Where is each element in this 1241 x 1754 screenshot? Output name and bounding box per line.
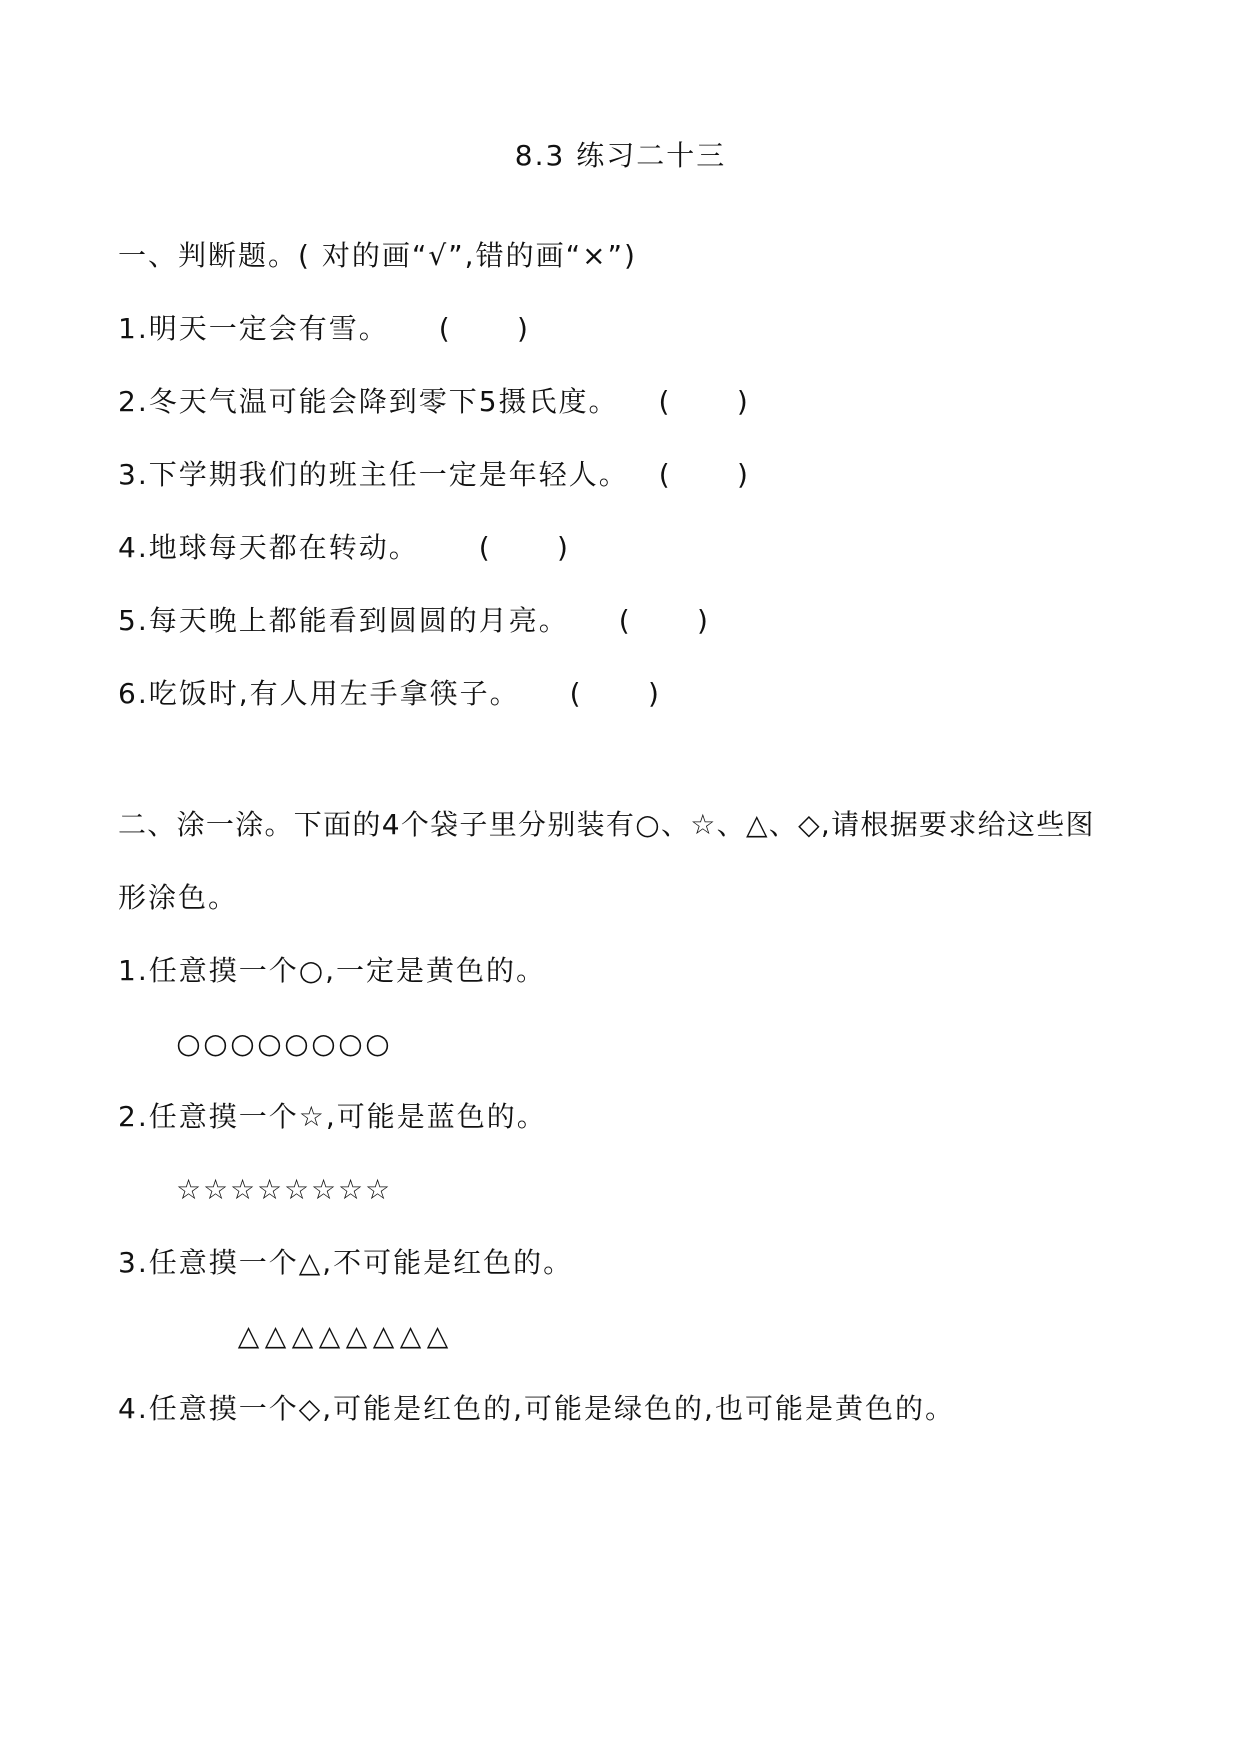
triangle-shape[interactable]: △ [318, 1319, 341, 1352]
triangle-shape[interactable]: △ [237, 1319, 260, 1352]
coloring-item-2: 2.任意摸一个☆,可能是蓝色的。 [118, 1100, 547, 1133]
answer-blank[interactable]: ( ) [569, 677, 661, 710]
answer-blank[interactable]: ( ) [658, 385, 750, 418]
triangle-row [235, 1318, 451, 1354]
circle-shape[interactable]: ○ [230, 1027, 255, 1060]
star-shape[interactable]: ☆ [310, 1173, 337, 1206]
star-shape[interactable]: ☆ [256, 1173, 283, 1206]
star-shape[interactable]: ☆ [337, 1173, 364, 1206]
star-shape[interactable]: ☆ [202, 1173, 229, 1206]
answer-blank[interactable]: ( ) [658, 458, 750, 491]
judgment-item-text: 6.吃饭时,有人用左手拿筷子。 [118, 677, 520, 710]
star-shape[interactable]: ☆ [283, 1173, 310, 1206]
section1-heading: 一、判断题。( 对的画“√”,错的画“×”) [118, 239, 637, 272]
judgment-item-text: 2.冬天气温可能会降到零下5摄氏度。 [118, 385, 619, 418]
circle-shape[interactable]: ○ [365, 1027, 390, 1060]
triangle-shape[interactable]: △ [399, 1319, 422, 1352]
coloring-item-1: 1.任意摸一个○,一定是黄色的。 [118, 954, 547, 987]
answer-blank[interactable]: ( ) [618, 604, 710, 637]
circle-row [175, 1026, 391, 1062]
page-title: 8.3 练习二十三 [514, 139, 727, 172]
judgment-item-4 [118, 530, 570, 566]
judgment-item-2 [118, 384, 750, 420]
section2-heading-line2: 形涂色。 [118, 881, 239, 914]
triangle-shape[interactable]: △ [372, 1319, 395, 1352]
circle-shape[interactable]: ○ [203, 1027, 228, 1060]
judgment-item-text: 5.每天晚上都能看到圆圆的月亮。 [118, 604, 569, 637]
judgment-item-text: 4.地球每天都在转动。 [118, 531, 419, 564]
star-row [175, 1172, 391, 1208]
circle-shape[interactable]: ○ [176, 1027, 201, 1060]
judgment-item-1 [118, 311, 530, 347]
star-shape[interactable]: ☆ [229, 1173, 256, 1206]
star-shape[interactable]: ☆ [175, 1173, 202, 1206]
triangle-shape[interactable]: △ [264, 1319, 287, 1352]
judgment-item-text: 3.下学期我们的班主任一定是年轻人。 [118, 458, 629, 491]
circle-shape[interactable]: ○ [284, 1027, 309, 1060]
circle-shape[interactable]: ○ [257, 1027, 282, 1060]
coloring-item-3: 3.任意摸一个△,不可能是红色的。 [118, 1246, 574, 1279]
coloring-item-4: 4.任意摸一个◇,可能是红色的,可能是绿色的,也可能是黄色的。 [118, 1392, 955, 1425]
circle-shape[interactable]: ○ [338, 1027, 363, 1060]
answer-blank[interactable]: ( ) [438, 312, 530, 345]
triangle-shape[interactable]: △ [426, 1319, 449, 1352]
judgment-item-6 [118, 676, 661, 712]
judgment-item-5 [118, 603, 710, 639]
judgment-item-3 [118, 457, 750, 493]
answer-blank[interactable]: ( ) [478, 531, 570, 564]
section2-heading-line1: 二、涂一涂。下面的4个袋子里分别装有○、☆、△、◇,请根据要求给这些图 [118, 808, 1095, 841]
triangle-shape[interactable]: △ [345, 1319, 368, 1352]
circle-shape[interactable]: ○ [311, 1027, 336, 1060]
star-shape[interactable]: ☆ [364, 1173, 391, 1206]
triangle-shape[interactable]: △ [291, 1319, 314, 1352]
judgment-item-text: 1.明天一定会有雪。 [118, 312, 389, 345]
